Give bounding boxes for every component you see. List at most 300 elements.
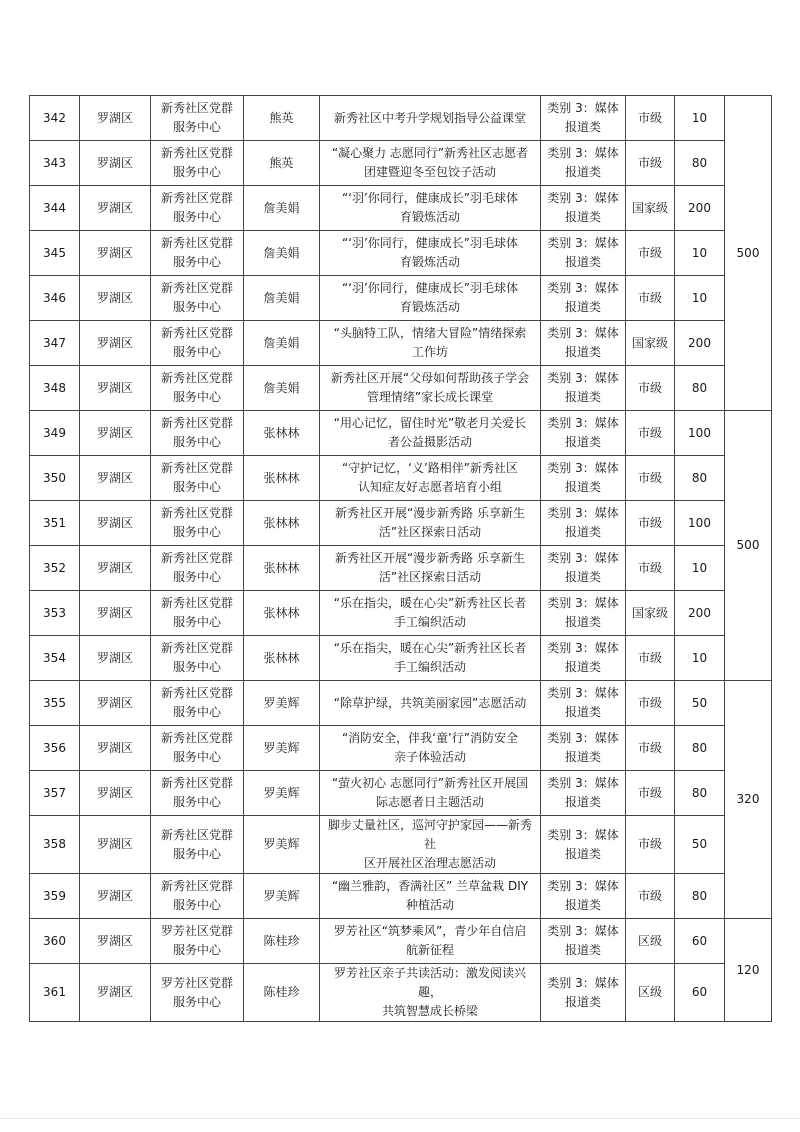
event-cell [320, 456, 541, 501]
score-cell: 80 [675, 456, 725, 501]
event-cell-line: 罗芳社区亲子共读活动：激发阅读兴趣， [333, 966, 526, 999]
organization-cell-line: 服务中心 [172, 660, 221, 674]
table-row [30, 186, 772, 231]
level-cell: 市级 [626, 96, 675, 141]
level-cell: 市级 [626, 546, 675, 591]
records-table-body [30, 96, 772, 1022]
organization-cell-line: 新秀社区党群 [160, 731, 233, 745]
district-cell: 罗湖区 [80, 771, 151, 816]
score-cell: 50 [675, 681, 725, 726]
person-cell: 詹美娟 [244, 186, 320, 231]
category-cell-line: 报道类 [564, 525, 601, 539]
level-cell: 市级 [626, 276, 675, 321]
organization-cell [151, 964, 244, 1022]
score-cell: 80 [675, 726, 725, 771]
district-cell: 罗湖区 [80, 816, 151, 874]
event-cell-line: 工作坊 [411, 345, 448, 359]
level-cell: 市级 [626, 771, 675, 816]
event-cell-line: “乐在指尖，暖在心尖”新秀社区长者 [333, 596, 527, 610]
organization-cell [151, 366, 244, 411]
event-cell-line: 共筑智慧成长桥梁 [381, 1004, 478, 1018]
organization-cell [151, 591, 244, 636]
row-number: 353 [30, 591, 80, 636]
organization-cell [151, 456, 244, 501]
organization-cell-line: 新秀社区党群 [160, 827, 233, 842]
event-cell [320, 681, 541, 726]
event-cell-line: “凝心聚力 志愿同行”新秀社区志愿者 [331, 146, 529, 160]
event-cell-line: 脚步丈量社区，巡河守护家园——新秀社 [327, 818, 532, 851]
district-cell: 罗湖区 [80, 636, 151, 681]
person-cell: 张林林 [244, 501, 320, 546]
organization-cell-line: 新秀社区党群 [160, 416, 233, 430]
score-cell: 80 [675, 771, 725, 816]
person-cell: 罗美辉 [244, 726, 320, 771]
organization-cell [151, 186, 244, 231]
category-cell-line: 类别 3：媒体 [547, 146, 619, 160]
row-number: 358 [30, 816, 80, 874]
organization-cell [151, 874, 244, 919]
table-row [30, 456, 772, 501]
table-row [30, 919, 772, 964]
category-cell-line: 类别 3：媒体 [547, 236, 619, 250]
person-cell: 熊英 [244, 141, 320, 186]
organization-cell-line: 新秀社区党群 [160, 461, 233, 475]
event-cell [320, 546, 541, 591]
person-cell: 詹美娟 [244, 231, 320, 276]
organization-cell-line: 服务中心 [172, 210, 221, 224]
category-cell-line: 报道类 [564, 994, 601, 1009]
district-cell: 罗湖区 [80, 964, 151, 1022]
event-cell-line: 活”社区探索日活动 [378, 570, 482, 584]
organization-cell-line: 新秀社区党群 [160, 236, 233, 250]
district-cell: 罗湖区 [80, 726, 151, 771]
event-cell-line: 区开展社区治理志愿活动 [363, 856, 496, 870]
category-cell [541, 874, 626, 919]
category-cell-line: 类别 3：媒体 [547, 686, 619, 700]
organization-cell [151, 919, 244, 964]
level-cell: 市级 [626, 636, 675, 681]
event-cell [320, 964, 541, 1022]
category-cell-line: 报道类 [564, 705, 601, 719]
category-cell [541, 231, 626, 276]
level-cell: 国家级 [626, 591, 675, 636]
row-number: 359 [30, 874, 80, 919]
row-number: 344 [30, 186, 80, 231]
event-cell-line: 种植活动 [405, 898, 454, 912]
organization-cell [151, 726, 244, 771]
event-cell-line: “用心记忆，留住时光”敬老月关爱长 [333, 416, 527, 430]
row-number: 356 [30, 726, 80, 771]
event-cell-line: 管理情绪”家长成长课堂 [366, 390, 494, 404]
category-cell-line: 报道类 [564, 345, 601, 359]
event-cell [320, 366, 541, 411]
row-number: 343 [30, 141, 80, 186]
category-cell-line: 类别 3：媒体 [547, 551, 619, 565]
district-cell: 罗湖区 [80, 456, 151, 501]
person-cell: 詹美娟 [244, 276, 320, 321]
score-cell: 60 [675, 919, 725, 964]
organization-cell-line: 服务中心 [172, 435, 221, 449]
table-row [30, 771, 772, 816]
organization-cell-line: 服务中心 [172, 165, 221, 179]
organization-cell-line: 服务中心 [172, 898, 221, 912]
category-cell-line: 报道类 [564, 943, 601, 957]
score-cell: 200 [675, 591, 725, 636]
category-cell-line: 报道类 [564, 300, 601, 314]
score-cell: 10 [675, 96, 725, 141]
level-cell: 国家级 [626, 321, 675, 366]
category-cell-line: 报道类 [564, 390, 601, 404]
organization-cell [151, 141, 244, 186]
person-cell: 陈桂珍 [244, 919, 320, 964]
person-cell: 张林林 [244, 636, 320, 681]
organization-cell-line: 新秀社区党群 [160, 101, 233, 115]
event-cell [320, 919, 541, 964]
event-cell-line: 新秀社区开展“漫步新秀路 乐享新生 [334, 551, 526, 565]
organization-cell-line: 服务中心 [172, 255, 221, 269]
category-cell-line: 类别 3：媒体 [547, 879, 619, 893]
category-cell-line: 类别 3：媒体 [547, 371, 619, 385]
district-cell: 罗湖区 [80, 546, 151, 591]
organization-cell [151, 276, 244, 321]
category-cell-line: 报道类 [564, 435, 601, 449]
row-number: 349 [30, 411, 80, 456]
category-cell [541, 591, 626, 636]
event-cell-line: 认知症友好志愿者培育小组 [357, 480, 502, 494]
row-number: 351 [30, 501, 80, 546]
event-cell [320, 771, 541, 816]
category-cell-line: 类别 3：媒体 [547, 975, 619, 990]
organization-cell [151, 636, 244, 681]
event-cell-line: “乐在指尖，暖在心尖”新秀社区长者 [333, 641, 527, 655]
level-cell: 区级 [626, 964, 675, 1022]
category-cell [541, 321, 626, 366]
event-cell-line: 者公益摄影活动 [387, 435, 472, 449]
row-number: 352 [30, 546, 80, 591]
person-cell: 罗美辉 [244, 874, 320, 919]
organization-cell-line: 服务中心 [172, 480, 221, 494]
organization-cell [151, 546, 244, 591]
event-cell [320, 816, 541, 874]
row-number: 347 [30, 321, 80, 366]
table-row [30, 681, 772, 726]
organization-cell [151, 771, 244, 816]
score-cell: 80 [675, 141, 725, 186]
event-cell [320, 591, 541, 636]
person-cell: 詹美娟 [244, 321, 320, 366]
records-table [29, 95, 772, 1022]
event-cell-line: “除草护绿，共筑美丽家园”志愿活动 [333, 695, 527, 710]
event-cell [320, 726, 541, 771]
event-cell [320, 96, 541, 141]
table-row [30, 591, 772, 636]
district-cell: 罗湖区 [80, 141, 151, 186]
table-row [30, 411, 772, 456]
organization-cell-line: 服务中心 [172, 120, 221, 134]
event-cell-line: “‘羽’你同行，健康成长”羽毛球体 [341, 191, 519, 205]
group-total-cell: 120 [725, 919, 772, 1022]
district-cell: 罗湖区 [80, 321, 151, 366]
category-cell-line: 类别 3：媒体 [547, 461, 619, 475]
person-cell: 张林林 [244, 456, 320, 501]
organization-cell [151, 321, 244, 366]
category-cell [541, 366, 626, 411]
event-cell-line: 新秀社区开展“漫步新秀路 乐享新生 [334, 506, 526, 520]
level-cell: 市级 [626, 501, 675, 546]
category-cell [541, 276, 626, 321]
organization-cell-line: 服务中心 [172, 846, 221, 861]
score-cell: 100 [675, 501, 725, 546]
table-row [30, 726, 772, 771]
score-cell: 60 [675, 964, 725, 1022]
event-cell-line: “头脑特工队，情绪大冒险”情绪探索 [333, 326, 527, 340]
organization-cell [151, 411, 244, 456]
table-row [30, 366, 772, 411]
category-cell [541, 771, 626, 816]
event-cell-line: 新秀社区开展“父母如何帮助孩子学会 [330, 371, 530, 385]
organization-cell-line: 新秀社区党群 [160, 641, 233, 655]
row-number: 345 [30, 231, 80, 276]
category-cell [541, 411, 626, 456]
level-cell: 市级 [626, 141, 675, 186]
category-cell-line: 报道类 [564, 750, 601, 764]
category-cell-line: 报道类 [564, 480, 601, 494]
table-row [30, 321, 772, 366]
organization-cell-line: 服务中心 [172, 390, 221, 404]
event-cell-line: 手工编织活动 [393, 660, 466, 674]
event-cell-line: 罗芳社区“筑梦乘风”，青少年自信启 [333, 924, 527, 938]
event-cell-line: 育锻炼活动 [399, 300, 460, 314]
event-cell-line: 新秀社区中考升学规划指导公益课堂 [333, 110, 526, 125]
category-cell-line: 类别 3：媒体 [547, 641, 619, 655]
category-cell [541, 141, 626, 186]
category-cell-line: 类别 3：媒体 [547, 101, 619, 115]
category-cell [541, 726, 626, 771]
event-cell [320, 636, 541, 681]
category-cell-line: 报道类 [564, 795, 601, 809]
district-cell: 罗湖区 [80, 591, 151, 636]
organization-cell-line: 新秀社区党群 [160, 879, 233, 893]
organization-cell-line: 新秀社区党群 [160, 596, 233, 610]
row-number: 355 [30, 681, 80, 726]
category-cell-line: 报道类 [564, 210, 601, 224]
category-cell [541, 919, 626, 964]
category-cell-line: 报道类 [564, 570, 601, 584]
table-row [30, 231, 772, 276]
table-row [30, 276, 772, 321]
category-cell-line: 报道类 [564, 898, 601, 912]
event-cell-line: “‘羽’你同行，健康成长”羽毛球体 [341, 236, 519, 250]
category-cell-line: 类别 3：媒体 [547, 281, 619, 295]
category-cell [541, 816, 626, 874]
category-cell-line: 报道类 [564, 846, 601, 861]
score-cell: 200 [675, 186, 725, 231]
organization-cell-line: 服务中心 [172, 570, 221, 584]
district-cell: 罗湖区 [80, 681, 151, 726]
event-cell [320, 874, 541, 919]
organization-cell-line: 服务中心 [172, 615, 221, 629]
category-cell-line: 类别 3：媒体 [547, 326, 619, 340]
event-cell-line: 团建暨迎冬至包饺子活动 [363, 165, 496, 179]
organization-cell-line: 新秀社区党群 [160, 326, 233, 340]
event-cell-line: 育锻炼活动 [399, 210, 460, 224]
level-cell: 市级 [626, 231, 675, 276]
group-total-cell: 500 [725, 96, 772, 411]
row-number: 361 [30, 964, 80, 1022]
event-cell [320, 501, 541, 546]
event-cell-line: 育锻炼活动 [399, 255, 460, 269]
organization-cell-line: 服务中心 [172, 994, 221, 1009]
level-cell: 市级 [626, 726, 675, 771]
row-number: 348 [30, 366, 80, 411]
category-cell [541, 964, 626, 1022]
table-row [30, 141, 772, 186]
event-cell-line: 手工编织活动 [393, 615, 466, 629]
score-cell: 10 [675, 231, 725, 276]
event-cell [320, 141, 541, 186]
row-number: 346 [30, 276, 80, 321]
level-cell: 市级 [626, 816, 675, 874]
person-cell: 詹美娟 [244, 366, 320, 411]
score-cell: 100 [675, 411, 725, 456]
person-cell: 罗美辉 [244, 771, 320, 816]
level-cell: 市级 [626, 366, 675, 411]
score-cell: 80 [675, 874, 725, 919]
score-cell: 10 [675, 276, 725, 321]
event-cell-line: “守护记忆，‘义’路相伴”新秀社区 [341, 461, 519, 475]
category-cell-line: 类别 3：媒体 [547, 924, 619, 938]
category-cell-line: 类别 3：媒体 [547, 776, 619, 790]
organization-cell-line: 服务中心 [172, 795, 221, 809]
table-row [30, 964, 772, 1022]
category-cell [541, 636, 626, 681]
level-cell: 市级 [626, 411, 675, 456]
organization-cell-line: 新秀社区党群 [160, 281, 233, 295]
category-cell-line: 报道类 [564, 120, 601, 134]
category-cell-line: 报道类 [564, 165, 601, 179]
score-cell: 10 [675, 636, 725, 681]
category-cell [541, 681, 626, 726]
district-cell: 罗湖区 [80, 501, 151, 546]
level-cell: 市级 [626, 681, 675, 726]
organization-cell-line: 服务中心 [172, 525, 221, 539]
district-cell: 罗湖区 [80, 874, 151, 919]
organization-cell [151, 681, 244, 726]
score-cell: 80 [675, 366, 725, 411]
organization-cell-line: 罗芳社区党群 [160, 924, 233, 938]
organization-cell-line: 服务中心 [172, 705, 221, 719]
category-cell-line: 报道类 [564, 660, 601, 674]
event-cell-line: “消防安全，伴我‘童’行”消防安全 [341, 731, 519, 745]
district-cell: 罗湖区 [80, 411, 151, 456]
event-cell [320, 276, 541, 321]
event-cell [320, 321, 541, 366]
person-cell: 张林林 [244, 411, 320, 456]
person-cell: 陈桂珍 [244, 964, 320, 1022]
category-cell-line: 类别 3：媒体 [547, 596, 619, 610]
category-cell-line: 类别 3：媒体 [547, 191, 619, 205]
category-cell [541, 546, 626, 591]
organization-cell-line: 服务中心 [172, 943, 221, 957]
score-cell: 200 [675, 321, 725, 366]
organization-cell [151, 501, 244, 546]
group-total-cell: 320 [725, 681, 772, 919]
person-cell: 罗美辉 [244, 681, 320, 726]
organization-cell-line: 新秀社区党群 [160, 191, 233, 205]
event-cell [320, 411, 541, 456]
category-cell-line: 类别 3：媒体 [547, 506, 619, 520]
row-number: 342 [30, 96, 80, 141]
organization-cell-line: 新秀社区党群 [160, 506, 233, 520]
district-cell: 罗湖区 [80, 231, 151, 276]
organization-cell [151, 816, 244, 874]
category-cell [541, 456, 626, 501]
event-cell-line: “幽兰雅韵，香满社区” 兰草盆栽 DIY [331, 879, 529, 893]
organization-cell-line: 新秀社区党群 [160, 146, 233, 160]
organization-cell-line: 服务中心 [172, 750, 221, 764]
row-number: 357 [30, 771, 80, 816]
event-cell-line: 亲子体验活动 [393, 750, 466, 764]
level-cell: 市级 [626, 874, 675, 919]
category-cell-line: 报道类 [564, 615, 601, 629]
organization-cell-line: 新秀社区党群 [160, 776, 233, 790]
organization-cell-line: 新秀社区党群 [160, 686, 233, 700]
table-row [30, 816, 772, 874]
row-number: 350 [30, 456, 80, 501]
category-cell-line: 类别 3：媒体 [547, 827, 619, 842]
district-cell: 罗湖区 [80, 186, 151, 231]
person-cell: 罗美辉 [244, 816, 320, 874]
level-cell: 区级 [626, 919, 675, 964]
category-cell [541, 96, 626, 141]
event-cell-line: 活”社区探索日活动 [378, 525, 482, 539]
category-cell [541, 186, 626, 231]
organization-cell-line: 罗芳社区党群 [160, 975, 233, 990]
district-cell: 罗湖区 [80, 919, 151, 964]
event-cell-line: 航新征程 [405, 943, 454, 957]
event-cell [320, 231, 541, 276]
page-bottom-edge [0, 1118, 800, 1119]
event-cell-line: “‘羽’你同行，健康成长”羽毛球体 [341, 281, 519, 295]
organization-cell [151, 96, 244, 141]
score-cell: 10 [675, 546, 725, 591]
person-cell: 张林林 [244, 546, 320, 591]
event-cell-line: “萤火初心 志愿同行”新秀社区开展国 [331, 776, 529, 790]
table-row [30, 546, 772, 591]
event-cell [320, 186, 541, 231]
table-row [30, 96, 772, 141]
organization-cell-line: 新秀社区党群 [160, 551, 233, 565]
table-row [30, 501, 772, 546]
organization-cell-line: 新秀社区党群 [160, 371, 233, 385]
category-cell-line: 类别 3：媒体 [547, 416, 619, 430]
table-row [30, 874, 772, 919]
person-cell: 张林林 [244, 591, 320, 636]
district-cell: 罗湖区 [80, 96, 151, 141]
level-cell: 国家级 [626, 186, 675, 231]
score-cell: 50 [675, 816, 725, 874]
table-row [30, 636, 772, 681]
district-cell: 罗湖区 [80, 276, 151, 321]
group-total-cell: 500 [725, 411, 772, 681]
row-number: 354 [30, 636, 80, 681]
organization-cell-line: 服务中心 [172, 345, 221, 359]
category-cell [541, 501, 626, 546]
district-cell: 罗湖区 [80, 366, 151, 411]
event-cell-line: 际志愿者日主题活动 [375, 795, 484, 809]
category-cell-line: 类别 3：媒体 [547, 731, 619, 745]
organization-cell [151, 231, 244, 276]
